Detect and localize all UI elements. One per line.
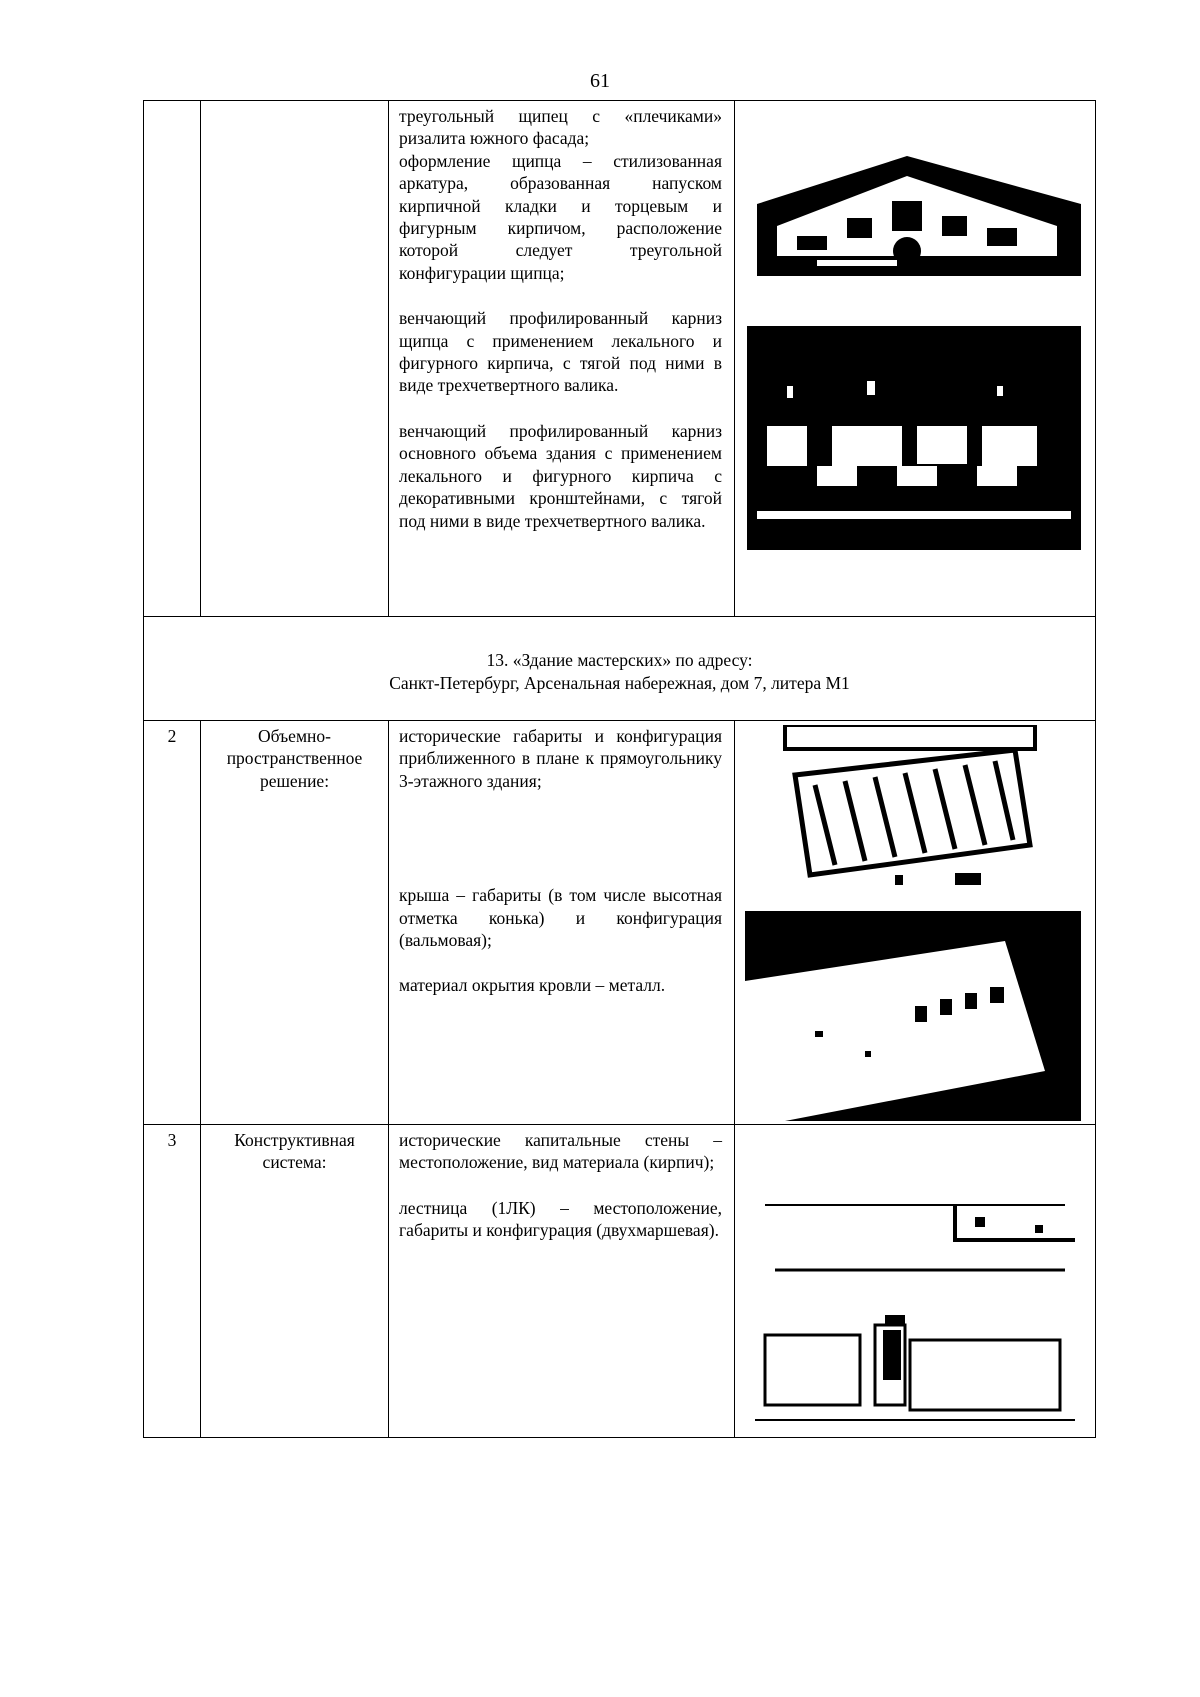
table-row-3	[144, 1125, 1096, 1438]
description-paragraph: крыша – габариты (в том числе высотная отметка конька) и конфигурация (вальмовая);	[399, 885, 722, 951]
row-name: Конструктивная система:	[201, 1125, 389, 1438]
row-description-cell	[389, 101, 735, 617]
page-number: 61	[590, 70, 610, 92]
section-title: 13. «Здание мастерских» по адресу:	[486, 650, 753, 670]
floor-plan-image	[745, 1165, 1085, 1435]
description-paragraph: венчающий профилированный карниз щипца с применением лекального и фигурного кирпича, с тягой под ними в виде трехчетвертного валика.	[399, 308, 722, 396]
description-paragraph: исторические габариты и конфигурация приближенного в плане к прямоугольнику 3-этажного здания;	[399, 726, 722, 791]
gable-photo	[757, 156, 1081, 276]
description-paragraph: венчающий профилированный карниз основного объема здания с применением лекального и фигурного кирпича с декоративными кронштейнами, с тягой под ними в виде трехчетвертного валика.	[399, 420, 722, 531]
row-name: Объемно-пространственное решение:	[201, 721, 389, 1125]
protected-elements-table	[143, 100, 1096, 1438]
description-paragraph: материал окрытия кровли – металл.	[399, 975, 666, 996]
cornice-photo	[747, 326, 1081, 550]
photo-cell	[735, 721, 1096, 1125]
description-paragraph: исторические капитальные стены – местоположение, вид материала (кирпич);	[399, 1130, 722, 1173]
photo-cell	[735, 101, 1096, 617]
photo-cell	[735, 1125, 1096, 1438]
row-number-cell	[144, 101, 201, 617]
description-paragraph: лестница (1ЛК) – местоположение, габариты и конфигурация (двухмаршевая).	[399, 1197, 722, 1241]
table-row-continuation	[144, 101, 1096, 617]
row-number: 3	[144, 1125, 201, 1438]
row-description-cell	[389, 721, 735, 1125]
description-paragraph: треугольный щипец с «плечиками» ризалита южного фасада;	[399, 106, 722, 149]
aerial-photo	[775, 725, 1045, 885]
section-address: Санкт-Петербург, Арсенальная набережная, дом 7, литера М1	[389, 673, 850, 693]
section-heading	[144, 617, 1096, 721]
row-description-cell	[389, 1125, 735, 1438]
section-heading-row	[144, 617, 1096, 721]
row-name-cell	[201, 101, 389, 617]
description-paragraph: оформление щипца – стилизованная аркатура, образованная напуском кирпичной кладки и торцевым и фигурным кирпичом, расположение которой следует треугольной конфигурации щипца;	[399, 150, 722, 283]
roof-photo	[745, 911, 1081, 1121]
row-number: 2	[144, 721, 201, 1125]
table-row-2	[144, 721, 1096, 1125]
